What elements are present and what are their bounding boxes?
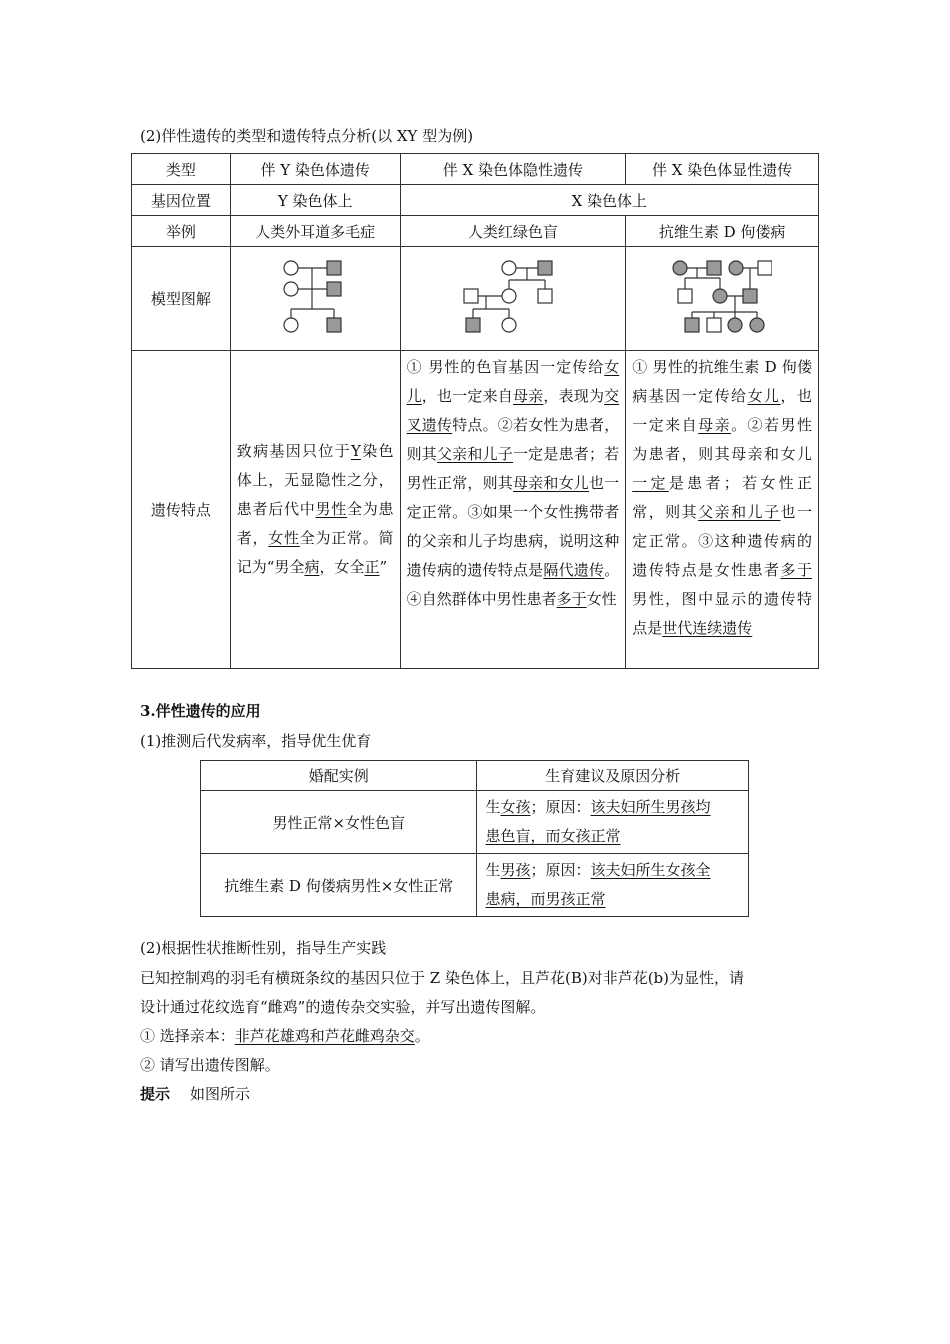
pedigree-xd-cell xyxy=(626,247,819,351)
hint: 提示 如图所示 xyxy=(140,1085,251,1103)
table-row xyxy=(201,761,749,791)
section3-sub2: (2)根据性状推断性别，指导生产实践 xyxy=(140,939,387,957)
table-cell: 人类红绿色盲 xyxy=(400,216,626,247)
pedigree-male-affected xyxy=(327,318,341,332)
question-2: ② 请写出遗传图解。 xyxy=(140,1056,280,1074)
pedigree-male-affected xyxy=(743,289,757,303)
pedigree-male-normal xyxy=(707,318,721,332)
pedigree-female-normal xyxy=(284,282,298,296)
xd-feature-text: ① 男性的抗维生素 D 佝偻病基因一定传给女儿，也一定来自母亲。②若男性为患者，则其母亲和女儿一定是患者；若女性正常，则其父亲和儿子也一定正常。③这种遗传病的遗传特点是女性患者多于男性，图中显示的遗传特点是世代连续遗传 xyxy=(626,351,819,669)
y-feature-text: 致病基因只位于Y染色体上，无显隐性之分，患者后代中男性全为患者，女性全为正常。简记为“男全病，女全正” xyxy=(230,351,400,669)
table-row xyxy=(132,185,819,216)
pedigree-male-affected xyxy=(685,318,699,332)
pedigree-female-affected xyxy=(728,318,742,332)
marriage-advice-table xyxy=(200,760,749,917)
row-label: 举例 xyxy=(132,216,231,247)
pedigree-female-affected xyxy=(750,318,764,332)
table-row xyxy=(132,154,819,185)
header-cell: 生育建议及原因分析 xyxy=(477,761,749,791)
pedigree-male-affected xyxy=(466,318,480,332)
table-cell: 抗维生素 D 佝偻病 xyxy=(626,216,819,247)
pedigree-xr-diagram xyxy=(463,254,563,340)
table-row xyxy=(201,854,749,917)
pedigree-male-affected xyxy=(327,282,341,296)
pedigree-y-cell xyxy=(230,247,400,351)
header-cell: 伴 Y 染色体遗传 xyxy=(230,154,400,185)
pedigree-male-normal xyxy=(538,289,552,303)
section2-heading: (2)伴性遗传的类型和遗传特点分析(以 XY 型为例) xyxy=(140,127,474,145)
section3-sub1: (1)推测后代发病率，指导优生优育 xyxy=(140,732,372,750)
table-cell: X 染色体上 xyxy=(400,185,818,216)
pedigree-female-affected xyxy=(729,261,743,275)
pedigree-male-normal xyxy=(464,289,478,303)
table-row xyxy=(132,216,819,247)
pedigree-female-normal xyxy=(502,318,516,332)
row-label: 模型图解 xyxy=(132,247,231,351)
pedigree-female-normal xyxy=(284,318,298,332)
pedigree-xr-cell xyxy=(400,247,626,351)
case-cell: 抗维生素 D 佝偻病男性×女性正常 xyxy=(201,854,477,917)
pedigree-female-normal xyxy=(284,261,298,275)
table-row xyxy=(201,791,749,854)
pedigree-xd-diagram xyxy=(672,254,772,340)
advice-cell: 生女孩；原因：该夫妇所生男孩均 患色盲，而女孩正常 xyxy=(477,791,749,854)
header-cell: 伴 X 染色体隐性遗传 xyxy=(400,154,626,185)
pedigree-y-diagram xyxy=(265,254,365,340)
pedigree-male-affected xyxy=(327,261,341,275)
table-cell: 人类外耳道多毛症 xyxy=(230,216,400,247)
header-cell: 伴 X 染色体显性遗传 xyxy=(626,154,819,185)
row-label: 基因位置 xyxy=(132,185,231,216)
paragraph-line: 设计通过花纹选育“雌鸡”的遗传杂交实验，并写出遗传图解。 xyxy=(140,998,546,1016)
section3-heading: 3.伴性遗传的应用 xyxy=(140,702,261,720)
pedigree-female-affected xyxy=(673,261,687,275)
xr-feature-text: ① 男性的色盲基因一定传给女儿，也一定来自母亲，表现为交叉遗传特点。②若女性为患者，则其父亲和儿子一定是患者；若男性正常，则其母亲和女儿也一定正常。③如果一个女性携带者的父亲和儿子均患病，说明这种遗传病的遗传特点是隔代遗传。④自然群体中男性患者多于女性 xyxy=(400,351,626,669)
advice-cell: 生男孩；原因：该夫妇所生女孩全 患病，而男孩正常 xyxy=(477,854,749,917)
pedigree-female-normal xyxy=(502,261,516,275)
sex-linked-table xyxy=(131,153,819,669)
pedigree-male-normal xyxy=(758,261,772,275)
table-row xyxy=(132,247,819,351)
paragraph-line: 已知控制鸡的羽毛有横斑条纹的基因只位于 Z 染色体上，且芦花(B)对非芦花(b)为显性，请 xyxy=(140,969,744,987)
pedigree-male-affected xyxy=(538,261,552,275)
header-cell: 类型 xyxy=(132,154,231,185)
header-cell: 婚配实例 xyxy=(201,761,477,791)
pedigree-female-normal xyxy=(502,289,516,303)
table-row xyxy=(132,351,819,669)
pedigree-male-normal xyxy=(678,289,692,303)
question-1: ① 选择亲本：非芦花雄鸡和芦花雌鸡杂交。 xyxy=(140,1027,430,1045)
pedigree-male-affected xyxy=(707,261,721,275)
pedigree-female-affected xyxy=(713,289,727,303)
case-cell: 男性正常×女性色盲 xyxy=(201,791,477,854)
row-label: 遗传特点 xyxy=(132,351,231,669)
table-cell: Y 染色体上 xyxy=(230,185,400,216)
